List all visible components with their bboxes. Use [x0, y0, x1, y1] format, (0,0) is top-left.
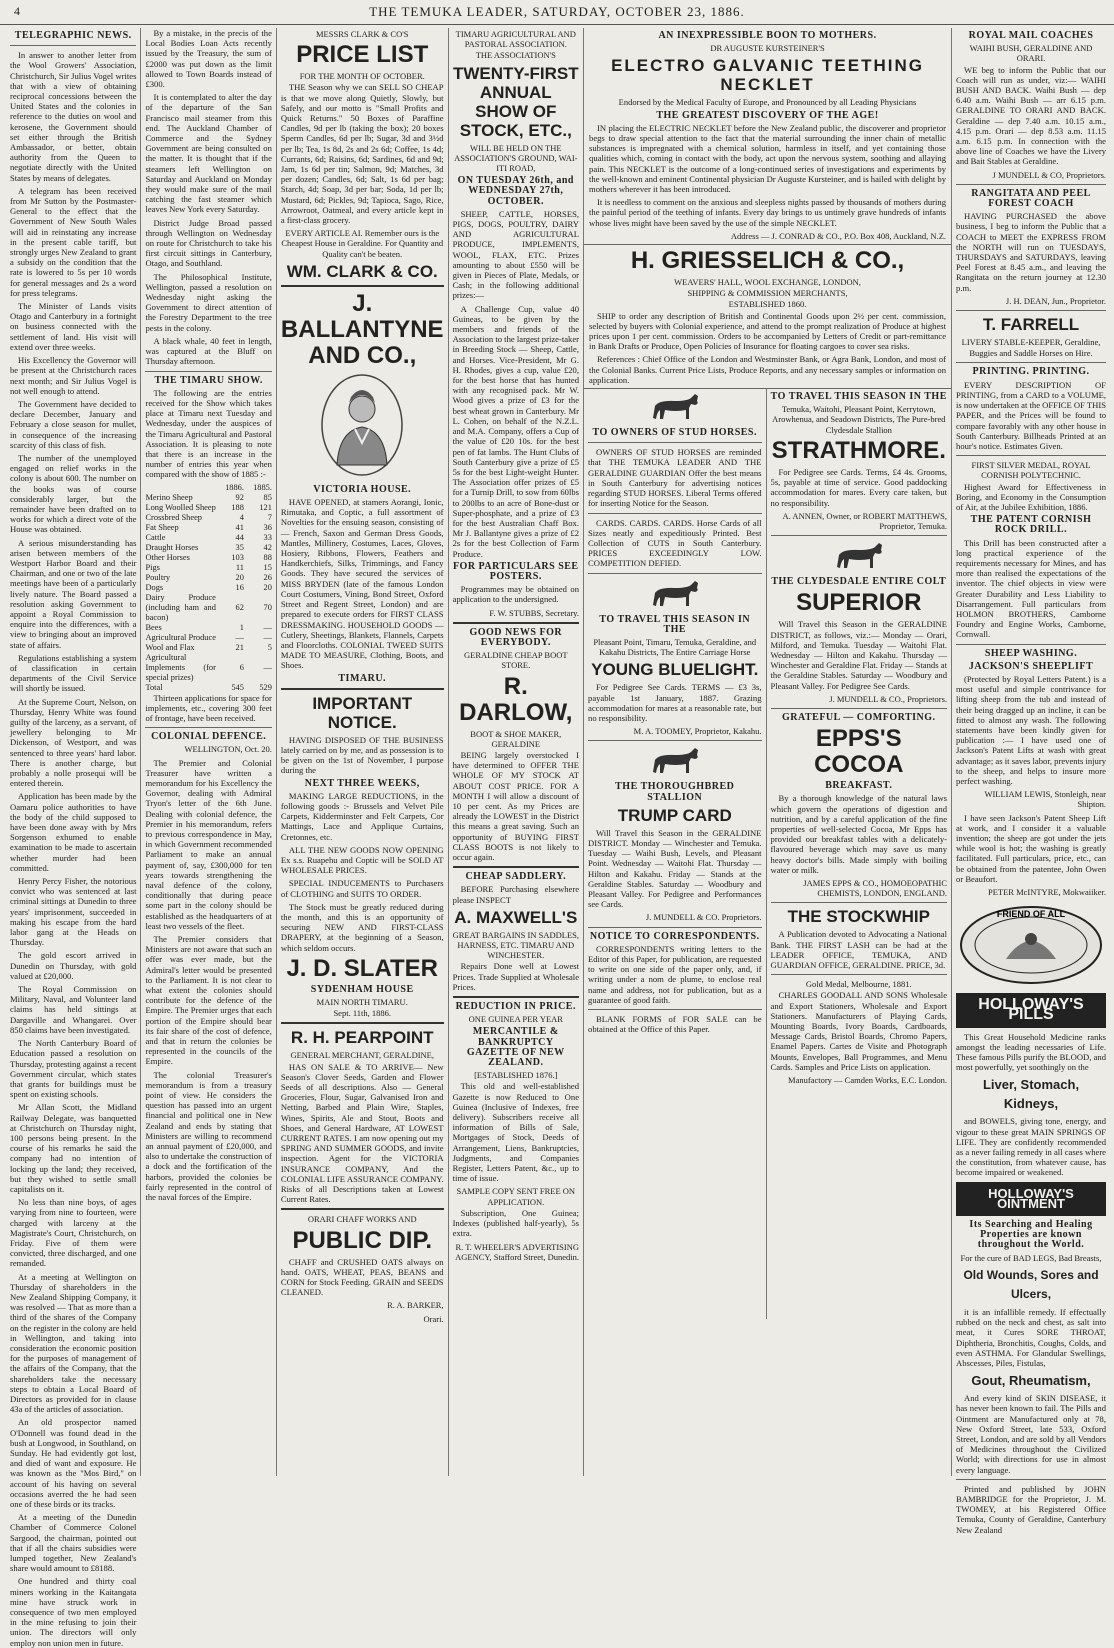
ad-body: Repairs Done well at Lowest Prices. Trade Supplied at Wholesale Prices. — [452, 961, 580, 992]
ad-date: ON TUESDAY 26th, and WEDNESDAY 27th, OCTOBER. — [457, 175, 574, 207]
ad-heading: TO TRAVEL THIS SEASON IN THE — [770, 391, 947, 403]
article-paragraph: Regulations establishing a system of classification in certain departments of the Civil Service will shortly be issued. — [10, 652, 137, 694]
ad-body: SHEEP, CATTLE, HORSES, PIGS, DOGS, POULTRY, DAIRY AND AGRICULTURAL PRODUCE, IMPLEMENTS, WOOL, FLAX, ETC. Prizes amounting to about £550 will be given in Pieces of Plate, Medals, or Cash; in the following additional prizes:— — [452, 208, 580, 301]
ad-signature: M. A. TOOMEY, Proprietor, Kakahu. — [633, 726, 762, 737]
table-cell-category: Fat Sheep — [145, 522, 179, 532]
ad-body: CHARLES GOODALL AND SONS Wholesale and Export Stationers, Wholesale and Export Stationers. Manufacturers of Playing Cards, Mounting Boards, Ivory Boards, Cardboards, Message Cards, Bristol Boards, Chromo Papers, Enamel Papers. Cartes de Visite and Photograph Mounts, Envelopes, Ball Programmes, and Menu Cards. Samples and Price Lists on application. — [770, 990, 948, 1072]
divider — [771, 535, 948, 536]
ad-heading: AN INEXPRESSIBLE BOON TO MOTHERS. — [658, 30, 877, 41]
ad-body: MAKING LARGE REDUCTIONS, in the following goods :- Brussels and Velvet Pile Carpets, Kidderminster and Felt Carpets, Cor Mattings, Lace and Applique Curtains, Cretonnes, etc. — [280, 790, 444, 842]
table-row — [145, 553, 271, 563]
ad-advertiser-name: R. DARLOW, — [459, 672, 573, 726]
ad-body: Highest Award for Effectiveness in Boring, and Economy in the Consumption of Air, at the Jubilee Exhibition, 1886. — [956, 481, 1107, 512]
table-cell-1886: 4 — [239, 512, 244, 522]
ad-subheading: GENERAL MERCHANT, GERALDINE, — [290, 1050, 434, 1061]
article-paragraph: The North Canterbury Board of Education passed a resolution on Thursday, protesting against a recent Government circular, which states that grants for buildings must be spent on existing schools. — [10, 1038, 137, 1100]
table-cell-1885: — — [263, 622, 272, 632]
ad-heading: GRATEFUL — COMFORTING. — [782, 711, 936, 723]
table-year-header: 1885. — [253, 482, 272, 492]
table-cell-1885: — — [263, 632, 272, 642]
ad-subheading: SHIPPING & COMMISSION MERCHANTS, — [687, 288, 848, 299]
ad-date: Sept. 11th, 1886. — [333, 1008, 391, 1019]
table-row — [145, 583, 271, 593]
divider — [956, 644, 1106, 645]
ad-body: SPECIAL INDUCEMENTS to Purchasers of CLOTHING and SUITS TO ORDER. — [280, 878, 444, 899]
ad-body: CARDS. CARDS. CARDS. Horse Cards of all Sizes neatly and expeditiously Printed. Best Collection of CUTS in South Canterbury. PRICES EXCEEDINGLY LOW. COMPETITION DEFIED. — [588, 517, 762, 569]
ad-title: THE STOCKWHIP — [787, 907, 930, 927]
table-total-value: 545 — [231, 682, 244, 692]
ad-body: By a thorough knowledge of the natural laws which govern the operations of digestion and nutrition, and by a careful application of the fine properties of well-selected Cocoa, Mr Epps has provided our breakfast tables with a delicately-flavoured beverage which may save us many heavy doctor's bills. Made simply with boiling water or milk. — [770, 793, 948, 875]
ad-teething-necklet — [584, 31, 951, 245]
ad-signature: J. H. DEAN, Jun., Proprietor. — [1005, 295, 1107, 306]
table-cell-1885: 85 — [263, 492, 272, 502]
ad-subheading: SAMPLE COPY SENT FREE ON APPLICATION. — [456, 1186, 576, 1207]
ad-signature: A. ANNEN, Owner, or ROBERT MATTHEWS, Proprietor, Temuka. — [782, 510, 948, 531]
ad-body: and BOWELS, giving tone, energy, and vigour to these great MAIN SPRINGS OF LIFE. They are confidently recommended as a never failing remedy in all cases where the constitution, from whatever cause, has become impaired or weakened. — [956, 1116, 1107, 1178]
divider — [588, 1009, 762, 1010]
ad-heading: TO TRAVEL THIS SEASON IN THE — [599, 613, 751, 635]
table-cell-category: Dairy Produce (including ham and bacon) — [145, 592, 216, 622]
ad-body: HAS ON SALE & TO ARRIVE— New Season's Clover Seeds, Garden and Flower Seeds of all descriptions. Also — General Groceries, Flour, Sugar, Galvanised Iron and Netting, Barbed and Plain Wire, Staples, Wines, Spirits, Ale and Stout, Boots and Shoes, and General Hardware, AT LOWEST CURRENT RATES. I am now opening out my SPRING AND SUMMER GOODS, and invite inspection. Agent for the VICTORIA INSURANCE COMPANY, And the COLONIAL LIFE ASSURANCE COMPANY. Risks of all Descriptions taken at Lowest Current Rates. — [280, 1061, 444, 1205]
table-row — [145, 593, 271, 623]
divider — [453, 866, 579, 868]
table-cell-category: Dogs — [145, 582, 164, 592]
ad-body: OWNERS OF STUD HORSES are reminded that THE TEMUKA LEADER AND THE GERALDINE GUARDIAN Offer the best means in South Canterbury for advertising notices regarding STUD HORSES. Liberal Terms offered for inserting Notice for the Season. — [588, 447, 762, 509]
table-cell-category: Draught Horses — [145, 542, 199, 552]
ad-heading: PRINTING. PRINTING. — [972, 366, 1090, 378]
section-heading: THE TIMARU SHOW. — [154, 374, 263, 386]
ad-address: MAIN NORTH TIMARU. — [316, 996, 408, 1007]
article-paragraph: Mr Allan Scott, the Midland Railway Delegate, was banquetted at Christchurch on Thursday night, 100 persons being present. In the course of his remarks he said the company had no intention of locking up the land; they received, but they wished to settle small capitalists on it. — [10, 1102, 137, 1194]
table-total-row — [145, 683, 271, 693]
article-paragraph: At a meeting of the Dunedin Chamber of Commerce Colonel Sargood, the chairman, pointed out that if all the chairs subsidies were lumped together, New Zealand's share would amount to £8188. — [10, 1512, 137, 1574]
column-stud-horses — [584, 389, 767, 1319]
divider — [588, 927, 762, 928]
table-cell-category: Agricultural Implements (for special prizes) — [145, 652, 216, 682]
queen-victoria-portrait-icon — [281, 372, 444, 482]
ad-body: EVERY ARTICLE AI. Remember ours is the Cheapest House in Geraldine. For Quantity and Quality can't be beaten. — [281, 228, 444, 259]
table-row — [145, 543, 271, 553]
article-paragraph: A serious misunderstanding has arisen between members of the Westport Harbor Board and their Chairman, and one or two of the late meetings have been of a particularly lively nature. The Board passed a resolution asking Government to appoint a Royal Commission to enquire into the differences, with a view to bringing about an improved state of affairs. — [10, 537, 137, 650]
ad-title: EPPS'S COCOA — [814, 725, 904, 779]
ad-title: YOUNG BLUELIGHT. — [591, 660, 759, 680]
ad-body: For Pedigree See Cards. TERMS — £3 3s, payable 1st January, 1887. Grazing accommodation for mares at a reasonable rate, but no responsibility. — [588, 682, 762, 723]
article-paragraph: At the Supreme Court, Nelson, on Thursday, Henry White was found guilty of the larceny, as a servant, of jewellery belonging to Mr Dickenson, of Westport, and was sentenced to three years' hard labor. There is another charge, but probably a nolle prosequi will be entered therein. — [10, 696, 137, 789]
ad-body: WE beg to inform the Public that our Coach will run as under, viz:— WAIHI BUSH AND BACK. Waihi Bush — dep 6.40 a.m. Waihi Bush — arr 6.15 p.m. GERALDINE TO ORARI AND BACK. Geraldine — dep 7.40 a.m. 10.15 a.m., 4.15 p.m. Orari — dep 8.53 a.m. 11.15 a.m. 6.15 p.m. In connection with the above line of Coaches we have the Livery and Bait Stables at Geraldine. — [956, 64, 1107, 167]
article-paragraph: A black whale, 40 feet in length, was captured at the Bluff on Thursday afternoon. — [145, 335, 272, 367]
ad-body: This Drill has been constructed after a long practical experience of the requirements necessary for Mines, and has more than realised the expectations of the inventor. The chief objects in view were Greater Durability and Less Liability to Disarrangement. Full particulars from HOLMON BROTHERS, Camborne Foundry and Engine Works, Camborne, Cornwall. — [956, 537, 1107, 640]
divider — [281, 1022, 444, 1024]
ad-subheading: [ESTABLISHED 1876.] — [474, 1070, 558, 1081]
table-row — [145, 573, 271, 583]
ad-advertiser-name: R. H. PEARPOINT — [290, 1028, 434, 1048]
ad-body: Subscription, One Guinea; Indexes (published half-yearly), 5s extra. — [452, 1207, 580, 1239]
ad-title: THE PATENT CORNISH ROCK DRILL. — [970, 514, 1092, 536]
horse-icon — [588, 745, 762, 779]
table-cell-1886: 20 — [235, 572, 244, 582]
ad-body: EVERY DESCRIPTION OF PRINTING, from a CARD to a VOLUME, is now undertaken at the OFFICE OF THIS PAPER, and the Prices will be found to compare favorably with any other house in South Canterbury. Billheads Printed at an hour's notice. Estimates Given. — [956, 379, 1107, 451]
ad-title: IMPORTANT NOTICE. — [312, 693, 413, 732]
ad-body: CHAFF and CRUSHED OATS always on hand. OATS, WHEAT, PEAS, BEANS and CORN for Stock Feeding. GRAIN and SEEDS CLEANED. — [280, 1256, 444, 1298]
article-paragraph: The Government have decided to declare December, January and February a close season for mullet, in consequence of the increasing scarcity of this class of fish. — [10, 398, 137, 450]
ad-title: PRICE LIST — [296, 41, 429, 69]
table-cell-category: Poultry — [145, 572, 171, 582]
article-paragraph: The colonial Treasurer's memorandum is from a treasury point of view. He considers the question has passed into an urgent financial and political one in New Zealand and ends by stating that Ministers are willing to recommend an annual payment of £20,000, and also to undertake the construction of a dock and the fortification of the harbors, provided the colonies be fairly represented in the control of the naval forces of the Empire. — [145, 1069, 272, 1203]
ad-body: IN placing the ELECTRIC NECKLET before the New Zealand public, the discoverer and proprietor begs to draw special attention to the fact that the material surrounding the inner chain of metallic substances is impregnated with a chemical solution, harmless in itself, and yet containing those qualities which, coming in contact with the body, act upon the nervous system, soothing and allaying pain. This NECKLET is the outcome of a long-continued series of investigations and experiments by the well-known and eminent Continental physician Dr Auguste Kursteiner, and is hailed with delight by mothers wherever it has been introduced. — [589, 122, 947, 195]
divider — [281, 1208, 444, 1210]
table-cell-1885: 33 — [263, 532, 272, 542]
divider — [956, 455, 1106, 456]
table-cell-1885: 121 — [259, 502, 272, 512]
column-news-show-defence — [141, 28, 276, 1476]
article-paragraph: The gold escort arrived in Dunedin on Thursday, with gold valued at £20,000. — [10, 950, 137, 981]
ad-title: JACKSON'S SHEEPLIFT — [968, 660, 1094, 672]
ad-body: it is an infallible remedy. If effectually rubbed on the neck and chest, as salt into meat, it Cures SORE THROAT, Diphtheria, Bronchitis, Coughs, Colds, and even ASTHMA. For Glandular Swellings, Abscesses, Piles, Fistulas, — [956, 1306, 1107, 1368]
ad-body: For Pedigree see Cards. Terms, £4 4s. Grooms, 5s, payable at time of service. Good paddocking accommodation for mares. Every care taken, but no responsibility. — [770, 466, 948, 508]
article-paragraph: The Premier considers that Ministers are not aware that such an offer was ever made, but the Admiral's letter would be presented to the Parliament. It is not clear to what extent the colonies should contribute for the defence of the Empire. The Premier urges that each portion of the Empire should bear its fair share of the cost of defence, and that in return the colonies be represented in the councils of the Empire. — [145, 934, 272, 1067]
article-paragraph: His Excellency the Governor will be present at the Christchurch races next month; and Sir Julius Vogel is not well enough to attend. — [10, 355, 137, 396]
ad-body: HAVING PURCHASED the above business, I beg to inform the Public that a COACH to MEET the EXPRESS FROM the NORTH will run on TUESDAYS, THURSDAYS and SATURDAYS, leaving Peel Forest at 8.45 a.m., and leaving the Rangitata on the return journey at 12.30 p.m. — [956, 211, 1107, 293]
ad-title: TRUMP CARD — [617, 805, 732, 825]
table-cell-1886: 6 — [239, 662, 244, 672]
table-total-label: Total — [145, 682, 163, 692]
table-year-header: 1886. — [225, 482, 244, 492]
table-cell-category: Crossbred Sheep — [145, 512, 202, 522]
ad-signature: J. MUNDELL & CO., Proprietors. — [829, 693, 948, 704]
ad-subheading: FOR PARTICULARS SEE POSTERS. — [452, 560, 579, 582]
ad-banner: HOLLOWAY'S OINTMENT — [956, 1182, 1106, 1216]
divider — [281, 285, 444, 287]
article-paragraph: The Premier and Colonial Treasurer have written a memorandum for his Excellency the Governor, dealing with Admiral Tryon's letter of the 6th June. Dealing with colonial defence, the Premier in his memorandum, refers to previous correspondence in May, in which Government recommended Parliament to make an annual payment of, say, £300,000 for ten years towards strengthening the naval defence of the colony, conditionally that during peace some part in the colony should be established as the headquarters of at least two vessels of the fleet. — [145, 757, 272, 931]
ad-body: SHIP to order any description of British and Continental Goods upon 2½ per cent. commission, selected by buyers with Colonial experience, and attend to the prompt realization of Produce at highest prices upon 1 per cent. commission. Orders to be accompanied by Letters of Credit or part-remittance in Bank Drafts or Produce, Open Policies of Insurance for floating cargoes to cover sea risks. — [589, 310, 947, 352]
ad-body: This Great Household Medicine ranks amongst the leading necessaries of Life. These famous Pills purify the BLOOD, and most powerfully, yet soothingly on the — [956, 1031, 1107, 1073]
ad-body: CORRESPONDENTS writing letters to the Editor of this Paper, for publication, are requested to write on one side of the paper only, and, if writing under a nom de plume, to enclose real name and address, not for publication, but as a guarantee of good faith. — [588, 943, 762, 1005]
ad-body: This old and well-established Gazette is now Reduced to One Guinea (Inclusive of Indexes, free delivery). Subscribers receive all information of Bills of Sale, Mortgages of Stock, Deeds of Arrangement, Liens, Bankruptcies, Judgments, and Companies Register, Letters Patent, &c., up to time of issue. — [452, 1081, 580, 1184]
table-cell-1886: 11 — [235, 562, 244, 572]
divider — [145, 727, 271, 728]
article-paragraph: District Judge Broad passed through Wellington on Wednesday on route for Christchurch to take his first circuit sittings in Canterbury, Otago, and Southland. — [145, 217, 272, 269]
masthead — [0, 0, 1114, 25]
table-cell-1885: — — [263, 662, 272, 672]
divider — [588, 740, 762, 741]
divider — [10, 45, 136, 46]
column-telegraphic-news — [6, 28, 141, 1648]
ad-heading: ROYAL MAIL COACHES — [968, 30, 1094, 41]
table-cell-1886: 16 — [235, 582, 244, 592]
ad-subheading: BREAKFAST. — [825, 780, 893, 792]
table-row — [145, 493, 271, 503]
table-cell-1886: 1 — [239, 622, 244, 632]
ad-body: (Protected by Royal Letters Patent.) is a most useful and simple contrivance for lifting sheep from the tub and instead of their being dragged up an incline, it can be fitted to almost any wash. The following statements have been kindly given for publication :— I have used one of Jackson's Patent Lifts at wash with great advantage; as it saves labor, prevents injury to the sheep, and helps to insure more perfect washing. — [956, 673, 1107, 786]
ad-body: HAVE OPENED, at stamers Aorangi, Ionic, Rimutaka, and Coptic, a full assortment of Novelties for the ensuing season, consisting of — French, Saxon and German Dress Goods, Mantles, Millinery, Costumes, Laces, Gloves, Hosiery, Ribbons, Flowers, Feathers and Handkerchiefs, Silks, Trimmings, and Fancy Goods. They have secured the services of MISS BRYDEN (late of the famous London Court Costumers, Vining, Bond Street, Oxford Street and Regent Street, London) and are prepared to execute orders for FIRST CLASS DRESSMAKING. HOUSEHOLD GOODS — Cutlery, Sheetings, Blankets, Flannels, Carpets and Floorcloths. COLONIAL TWEED SUITS MADE TO MEASURE, Clothing, Boots, and Shoes. — [280, 497, 444, 671]
ad-subheading: THE GREATEST DISCOVERY OF THE AGE! — [656, 109, 879, 121]
ad-subheading: ONE GUINEA PER YEAR — [468, 1014, 563, 1025]
divider — [956, 310, 1106, 311]
ad-body: And every kind of SKIN DISEASE, it has never been known to fail. The Pills and Ointment are Manufactured only at 78, New Oxford Street, late 533, Oxford Street, London, and are sold by all Vendors of Medicines throughout the Civilized World; with directions for use in almost every language. — [956, 1393, 1107, 1475]
ad-body: BEING largely overstocked I have determined to OFFER THE WHOLE OF MY STOCK AT ABOUT COST PRICE. FOR A MONTH I will allow a discount of 10 per cent. As my Prices are already the LOWEST in the District this means a great saving. Such an opportunity of BUYING FIRST CLASS BOOTS is not likely to occur again. — [452, 749, 580, 862]
table-row — [145, 563, 271, 573]
ad-subheading: GREAT BARGAINS IN SADDLES, HARNESS, ETC. TIMARU AND WINCHESTER. — [452, 929, 579, 961]
ad-location: WILL BE HELD ON THE ASSOCIATION'S GROUND, WAI-ITI ROAD, — [454, 142, 578, 174]
ad-subheading: Endorsed by the Medical Faculty of Europe, and Pronounced by all Leading Physicians — [618, 97, 917, 108]
ad-heading: SHEEP WASHING. — [984, 647, 1078, 659]
divider — [771, 902, 948, 903]
ad-body: I have seen Jackson's Patent Sheep Lift at work, and I consider it a valuable invention; the sheep are got under the jets while wool is hot; the washing is greatly facilitated. Full particulars, price, etc., can be obtained from the patentee, John Owen or Beaufort. — [956, 812, 1107, 884]
ad-heading: TO OWNERS OF STUD HORSES. — [592, 427, 757, 439]
article-paragraph: One hundred and thirty coal miners working in the Kaitangata mine have struck work in consequence of two men employed in the mine refusing to join their union. The directors will only employ non union men in future. — [10, 1576, 137, 1648]
ad-subheading: BOOT & SHOE MAKER, GERALDINE — [470, 728, 562, 749]
ad-subheading: SYDENHAM HOUSE — [310, 983, 414, 995]
table-cell-category: Pigs — [145, 562, 160, 572]
divider — [588, 442, 762, 443]
columns — [6, 28, 1110, 1648]
ad-signature: J. MUNDELL & CO. Proprietors. — [645, 912, 762, 923]
ad-advertiser-name: A. MAXWELL'S — [454, 907, 578, 927]
ad-body: The Stock must be greatly reduced during the month, and this is an opportunity of securing NEW AND FIRST-CLASS DRAPERY, at the beginning of a Season, which seldom occurs. — [280, 901, 444, 953]
divider — [956, 362, 1106, 363]
table-row — [145, 513, 271, 523]
ad-title: H. GRIESSELICH & CO., — [630, 247, 905, 275]
column-advertisements-7 — [952, 28, 1110, 1535]
ad-subheading: VICTORIA HOUSE. — [313, 483, 412, 495]
ad-body: BEFORE Purchasing elsewhere please INSPECT — [452, 884, 580, 905]
article-paragraph: By a mistake, in the precis of the Local Bodies Loan Acts recently issued by the Treasury, the sum of £2000 was put down as the limit allowed to Town Boards instead of £300. — [145, 28, 272, 90]
table-cell-1886: 41 — [235, 522, 244, 532]
printer-imprint: Printed and published by JOHN BAMBRIDGE for the Proprietor, J. M. TWOMEY, at his Registered Office Temuka, County of Geraldine, Canterbury New Zealand — [956, 1483, 1107, 1535]
ad-title: ELECTRO GALVANIC TEETHING NECKLET — [611, 56, 924, 95]
ad-signature: R. A. BARKER, — [387, 1300, 444, 1311]
ad-location: TIMARU. — [338, 672, 387, 684]
ad-subheading: Old Wounds, Sores and Ulcers, — [963, 1267, 1099, 1301]
split-columns — [584, 389, 951, 1319]
ad-title: SUPERIOR — [796, 589, 922, 617]
table-cell-category: Bees — [145, 622, 162, 632]
table-cell-1885: 26 — [263, 572, 272, 582]
divider — [771, 974, 948, 975]
ad-heading: MESSRS CLARK & CO'S — [316, 29, 409, 39]
ad-subheading: LIVERY STABLE-KEEPER, Geraldine, — [961, 337, 1101, 348]
table-cell-1885: 36 — [263, 522, 272, 532]
article-paragraph: The number of the unemployed engaged on relief works in the colony is about 600. The number on the books was of course considerably larger, but the remainder have been drafted on to works for which a direct vote of the House was obtained. — [10, 452, 137, 535]
table-cell-1886: — — [235, 632, 244, 642]
column-advertisements-3 — [277, 28, 449, 1476]
page-number: 4 — [14, 4, 21, 18]
table-cell-1886: 21 — [235, 642, 244, 652]
emblem-text: FRIEND OF ALL — [996, 909, 1066, 920]
column-wide-advertisements — [584, 28, 952, 1476]
ad-subheading: WAIHI BUSH, GERALDINE AND ORARI. — [969, 43, 1093, 64]
table-row — [145, 653, 271, 683]
dateline: WELLINGTON, Oct. 20. — [184, 744, 272, 755]
article-paragraph: Henry Percy Fisher, the notorious convict who was sentenced at last criminal sittings at Dunedin to three years' imprisonment, succeeded in making his escape from the hard labor gang at the Heads on Thursday. — [10, 876, 137, 948]
horse-icon — [588, 391, 762, 425]
article-paragraph: The Philosophical Institute, Wellington, passed a resolution on Wednesday night asking the Government to direct attention of the Forestry Department to the tree pests in the colony. — [145, 271, 272, 333]
ad-body: Programmes may be obtained on application to the undersigned. — [452, 584, 580, 605]
ad-griesselich — [584, 248, 951, 389]
ad-heading: REDUCTION IN PRICE. — [455, 1001, 576, 1013]
ad-subheading: Liver, Stomach, Kidneys, — [982, 1077, 1080, 1112]
ad-body: ALL THE NEW GOODS NOW OPENING Ex s.s. Ruapehu and Coptic will be SOLD AT WHOLESALE PRICES. — [280, 844, 444, 876]
table-cell-1886: 188 — [231, 502, 244, 512]
table-cell-category: Agricultural Produce — [145, 632, 216, 642]
table-cell-1886: 35 — [235, 542, 244, 552]
divider — [588, 513, 762, 514]
ad-body: Will Travel this Season in the GERALDINE DISTRICT, as follows, viz.:— Monday — Orari, Milford, and Temuka. Tuesday — Waitohi Flat. Wednesday — Hilton and Kakahu. Thursday — Winchester and Geraldine Flat. Friday — Stands at the Geraldine Stables. Saturday — Woodbury and Pleasant Valley. For Pedigree See Cards. — [770, 619, 948, 691]
ad-subheading: DR AUGUSTE KURSTEINER'S — [710, 43, 825, 54]
ad-heading: NOTICE TO CORRESPONDENTS. — [589, 930, 760, 942]
table-cell-category: Wool and Flax — [145, 642, 195, 652]
newspaper-title: THE TEMUKA LEADER, SATURDAY, OCTOBER 23, 1886. — [369, 4, 745, 19]
column-strathmore-cocoa — [767, 389, 952, 1319]
ad-heading: RANGITATA AND PEEL FOREST COACH — [971, 187, 1091, 210]
table-cell-1885: 5 — [267, 642, 272, 652]
ad-signature: JAMES EPPS & CO., HOMOEOPATHIC CHEMISTS, LONDON, ENGLAND. — [803, 877, 948, 899]
ad-signature: Address — J. CONRAD & CO., P.O. Box 408, Auckland, N.Z. — [730, 230, 947, 241]
friend-of-all-emblem-icon — [956, 901, 1106, 989]
divider — [281, 688, 444, 690]
ad-heading: FIRST SILVER MEDAL, ROYAL CORNISH POLYTECHNIC. — [971, 460, 1091, 481]
table-row — [145, 623, 271, 633]
ad-subheading: WEAVERS' HALL, WOOL EXCHANGE, LONDON, — [674, 277, 861, 288]
ad-signature: J MUNDELL & CO, Proprietors. — [992, 169, 1107, 180]
article-paragraph: In answer to another letter from the Wool Growers' Association, Christchurch, Sir Julius Vogel writes that with a view of obtaining reciprocal concessions between the United States and the colonies in reference to the duties on wool and kerosene, the Government should set either through the British Ambassador, or better, obtain authority from the Queen to negotiate directly with the United States by means of delegates. — [10, 50, 137, 183]
ad-body: It is needless to comment on the anxious and sleepless nights passed by thousands of mothers during the painful period of the teething of infants. Every day brings to us untimely grave hundreds of infants whose lives might have been saved by the use of the simple NECKLET. — [589, 197, 947, 228]
ad-subheading: THE ASSOCIATION'S — [475, 50, 556, 61]
ad-heading: ORARI CHAFF WORKS AND — [307, 1214, 417, 1225]
ad-heading: THE CLYDESDALE ENTIRE COLT — [771, 576, 947, 588]
ad-subheading: NEXT THREE WEEKS, — [304, 777, 420, 789]
table-row — [145, 533, 271, 543]
table-cell-1885: 42 — [263, 542, 272, 552]
table-row — [145, 643, 271, 653]
ad-body: THE Season why we can SELL SO CHEAP is that we move along Quietly, Slowly, but Safely, and our motto is "Small Profits and Quick Returns." 50 Boxes of Paraffine Candles, 9d per lb (taking the box); 20 boxes Sperm Candles, 6d per lb; Sugar, 3d and 3½d per lb; Tea, 1s 8d, 2s and 2s 6d; Coffee, 1s 4d; Currants, 6d; Raisins, 6d; Sardines, 6d and 9d; Jam, 1s 6d per tin; Salmon, 9d; Matches, 3d per dozen; Candles, 6d; Salt, 1s 6d per bag; Starch, 4d; Soap, 3d per bar; Soda, 1d per lb; Mustard, 6d; Pickles, 9d; Tapioca, Sago, Rice, Arrowroot, Oatmeal, and every article kept in a first-class grocery. — [280, 82, 444, 226]
article-paragraph: At a meeting at Wellington on Thursday of shareholders in the New Zealand Shipping Company, it was resolved — That as more than a third of the shares of the Company on the register in the colony are held in Wellington, and taking into consideration the economic position for the purposes of management of the affairs of the Company, that the shareholders take the necessary steps to obtain a Local Board of Directors as provided for in clause 43a of the articles of association. — [10, 1271, 137, 1415]
ad-heading: Gold Medal, Melbourne, 1881. — [805, 979, 912, 990]
ad-signature: WILLIAM LEWIS, Stonleigh, near Shipton. — [984, 789, 1107, 810]
table-cell-category: Merino Sheep — [145, 492, 193, 502]
article-paragraph: A telegram has been received from Mr Sutton by the Postmaster-General to the effect that the Government of New South Wales will aid in reinstating any increase in the present cable tariff, but strongly urges New Zealand to grant a subsidy on the condition that the rate is lowered to 5s per 10 words for general messages and 2s a word for press telegrams. — [10, 185, 137, 298]
divider — [956, 184, 1106, 185]
ad-advertiser-name: WM. CLARK & CO. — [286, 261, 438, 281]
ad-subheading: Pleasant Point, Timaru, Temuka, Geraldine, and Kakahu Districts, The Entire Carriage Horse — [593, 636, 757, 658]
ad-signature: R. T. WHEELER'S ADVERTISING AGENCY, Stafford Street, Dunedin. — [455, 1241, 580, 1262]
table-cell-1885: 7 — [267, 512, 272, 522]
ad-body: Will Travel this Season in the GERALDINE DISTRICT. Monday — Winchester and Temuka. Tuesday — Waihi Bush, Levels, and Pleasant Point. Wednesday — Waitohi Flat. Thursday — Hilton and Kakahu. Friday — Stands at the Geraldine Stables. Saturday — Woodbury and Pleasant Valley. For Pedigree and Performances see Cards. — [588, 827, 762, 910]
table-cell-category: Other Horses — [145, 552, 190, 562]
show-entries-table — [145, 483, 271, 693]
divider — [588, 573, 762, 574]
article-paragraph: It is contemplated to alter the day of the departure of the San Francisco mail steamer from this end. The Auckland Chamber of Commerce and the Sydney Government are being consulted on the matter. It is thought that if the steamers left Wellington on Saturday and Auckland on Monday they would make sure of the mail catching the fast steamer which leaves New York every Saturday. — [145, 92, 272, 215]
ad-location: Orari. — [423, 1313, 444, 1324]
table-total-value: 529 — [259, 682, 272, 692]
table-row — [145, 523, 271, 533]
ad-subheading: Its Searching and Healing Properties are known throughout the World. — [969, 1219, 1093, 1251]
divider — [453, 622, 579, 624]
section-heading: COLONIAL DEFENCE. — [151, 731, 267, 743]
table-cell-category: Long Woolled Sheep — [145, 502, 216, 512]
ad-advertiser-name: T. FARRELL — [982, 315, 1080, 335]
ad-heading: CHEAP SADDLERY. — [465, 871, 567, 883]
table-cell-1885: 88 — [263, 552, 272, 562]
horse-icon — [588, 578, 762, 612]
ad-subheading: ESTABLISHED 1860. — [728, 299, 807, 310]
ad-body: For the cure of BAD LEGS, Bad Breasts, — [960, 1252, 1102, 1263]
ad-subheading: GERALDINE CHEAP BOOT STORE. — [464, 650, 568, 671]
horse-icon — [771, 540, 948, 574]
table-row — [145, 633, 271, 643]
ad-subheading: FOR THE MONTH OF OCTOBER. — [299, 71, 425, 82]
table-header-row — [145, 483, 271, 493]
table-cell-1885: 20 — [263, 582, 272, 592]
ad-advertiser-name: J. D. SLATER — [286, 954, 439, 982]
table-cell-1885: 15 — [263, 562, 272, 572]
divider — [145, 371, 271, 372]
ad-signature: PETER McINTYRE, Mokwaiiker. — [987, 887, 1107, 898]
table-row — [145, 503, 271, 513]
ad-advertiser-name: J. BALLANTYNE AND CO., — [280, 289, 444, 369]
ad-signature: Manufactory — Camden Works, E.C. London. — [788, 1075, 948, 1086]
section-heading: TELEGRAPHIC NEWS. — [14, 30, 132, 41]
ad-subheading: Temuka, Waitohi, Pleasant Point, Kerrytown, Arowhenua, and Seadown Districts, The Pure-bred Clydesdale Stallion — [772, 404, 946, 435]
ad-body: A Publication devoted to Advocating a National Bank. THE FIRST LASH can be had at the LEADER OFFICE, TEMUKA, AND GUARDIAN OFFICE, GERALDINE. PRICE, 3d. — [770, 929, 948, 970]
article-paragraph: The Royal Commission on Military, Naval, and Volunteer land claims has held sittings at Dargaville and Whangarei. Over 850 claims have been investigated. — [10, 984, 137, 1035]
ad-banner: HOLLOWAY'S PILLS — [956, 993, 1106, 1027]
article-paragraph: The following are the entries received for the Show which takes place at Timaru next Tuesday and Wednesday, under the auspices of the Timaru Agricultural and Pastoral Association. It is pleasing to note that there is an increase in the number of entries this year when compared with the show of 1885 :- — [145, 387, 272, 480]
ad-signature: F. W. STUBBS, Secretary. — [489, 607, 580, 618]
ad-title: MERCANTILE & BANKRUPTCY GAZETTE OF NEW ZEALAND. — [466, 1026, 565, 1069]
divider — [771, 708, 948, 709]
table-cell-1886: 103 — [231, 552, 244, 562]
table-cell-1886: 44 — [235, 532, 244, 542]
ad-heading: GOOD NEWS FOR EVERYBODY. — [469, 626, 563, 648]
article-paragraph: Thirteen applications for space for implements, etc., covering 300 feet of frontage, have been received. — [145, 692, 272, 723]
ad-heading: TIMARU AGRICULTURAL AND PASTORAL ASSOCIATION. — [455, 29, 576, 50]
ad-title: STRATHMORE. — [771, 436, 946, 464]
ad-title: TWENTY-FIRST ANNUAL SHOW OF STOCK, ETC., — [452, 63, 579, 140]
ad-body: A Challenge Cup, value 40 Guineas, to be given by the members and friends of the Association to the largest prize-taker in Breeding Stock — Sheep, Cattle, and Horses. Vice-President, Mr G. H. Rhodes, gives a cup, value £20, for the best horse that has hunted with any recognised pack. Mr W. Wood gives a prize of £3 for the best wheat grown in Canterbury. Mr L. Cohen, on behalf of the N.Z.L. and M.A. Company, offers a Cup of the value of £20 10s. for the best pen of fat lambs. The Hunt Clubs of South Canterbury give a prize of £5 5s for the best Light-weight Hunter. The Association offer prizes of £5 for a Turnip Drill, to sow from 60lbs to 200lbs to an acre of Bone-dust or Super-phosphate, and a prize of £3 for the best Australian Chaff Box. Mr J. Ballantyne gives a prize of £2 2s for the best Collection of Farm Produce. — [452, 303, 580, 559]
ad-body: Buggies and Saddle Horses on Hire. — [969, 348, 1093, 359]
ad-subheading: Gout, Rheumatism, — [971, 1373, 1091, 1389]
table-cell-1886: 62 — [235, 602, 244, 612]
divider — [956, 1479, 1106, 1480]
divider — [453, 996, 579, 998]
table-cell-1885: 70 — [263, 602, 272, 612]
ad-body: BLANK FORMS of FOR SALE can be obtained at the Office of this Paper. — [588, 1014, 762, 1035]
ad-heading: THE THOROUGHBRED STALLION — [615, 781, 735, 803]
article-paragraph: The Minister of Lands visits Otago and Canterbury in a fortnight on business connected with the settlement of land. His visit will extend over three weeks. — [10, 301, 137, 352]
article-paragraph: No less than nine boys, of ages varying from nine to fourteen, were charged with larceny at the Magistrate's Court, Christchurch, on Friday. Five of them were convicted, three discharged, and one remanded. — [10, 1197, 137, 1269]
column-advertisements-4 — [449, 28, 584, 1476]
ad-title: PUBLIC DIP. — [292, 1226, 433, 1254]
table-cell-1886: 92 — [235, 492, 244, 502]
article-paragraph: An old prospector named O'Donnell was found dead in the bush at Longwood, in Southland, on Sunday. He had evidently got lost, and died of want and exposure. He was known as the "Mos Bird," on account of his having on several occasions averred the he had seen one of these birds or its tracks. — [10, 1417, 137, 1510]
article-paragraph: Application has been made by the Oamaru police authorities to have the body of the child supposed to have been done away with by Mrs Sorgenson exhumed to enable examination to be made to ascertain whether murder had been committed. — [10, 791, 137, 873]
ad-body: HAVING DISPOSED OF THE BUSINESS lately carried on by me, and as possession is to be given on the 1st of November, I purpose during the — [280, 734, 444, 776]
table-cell-category: Cattle — [145, 532, 166, 542]
ad-body: References : Chief Office of the London and Westminster Bank, or Agra Bank, London, and most of the Colonial Banks. Current Price Lists, Produce Reports, and any necessary samples or information on application. — [589, 354, 947, 385]
